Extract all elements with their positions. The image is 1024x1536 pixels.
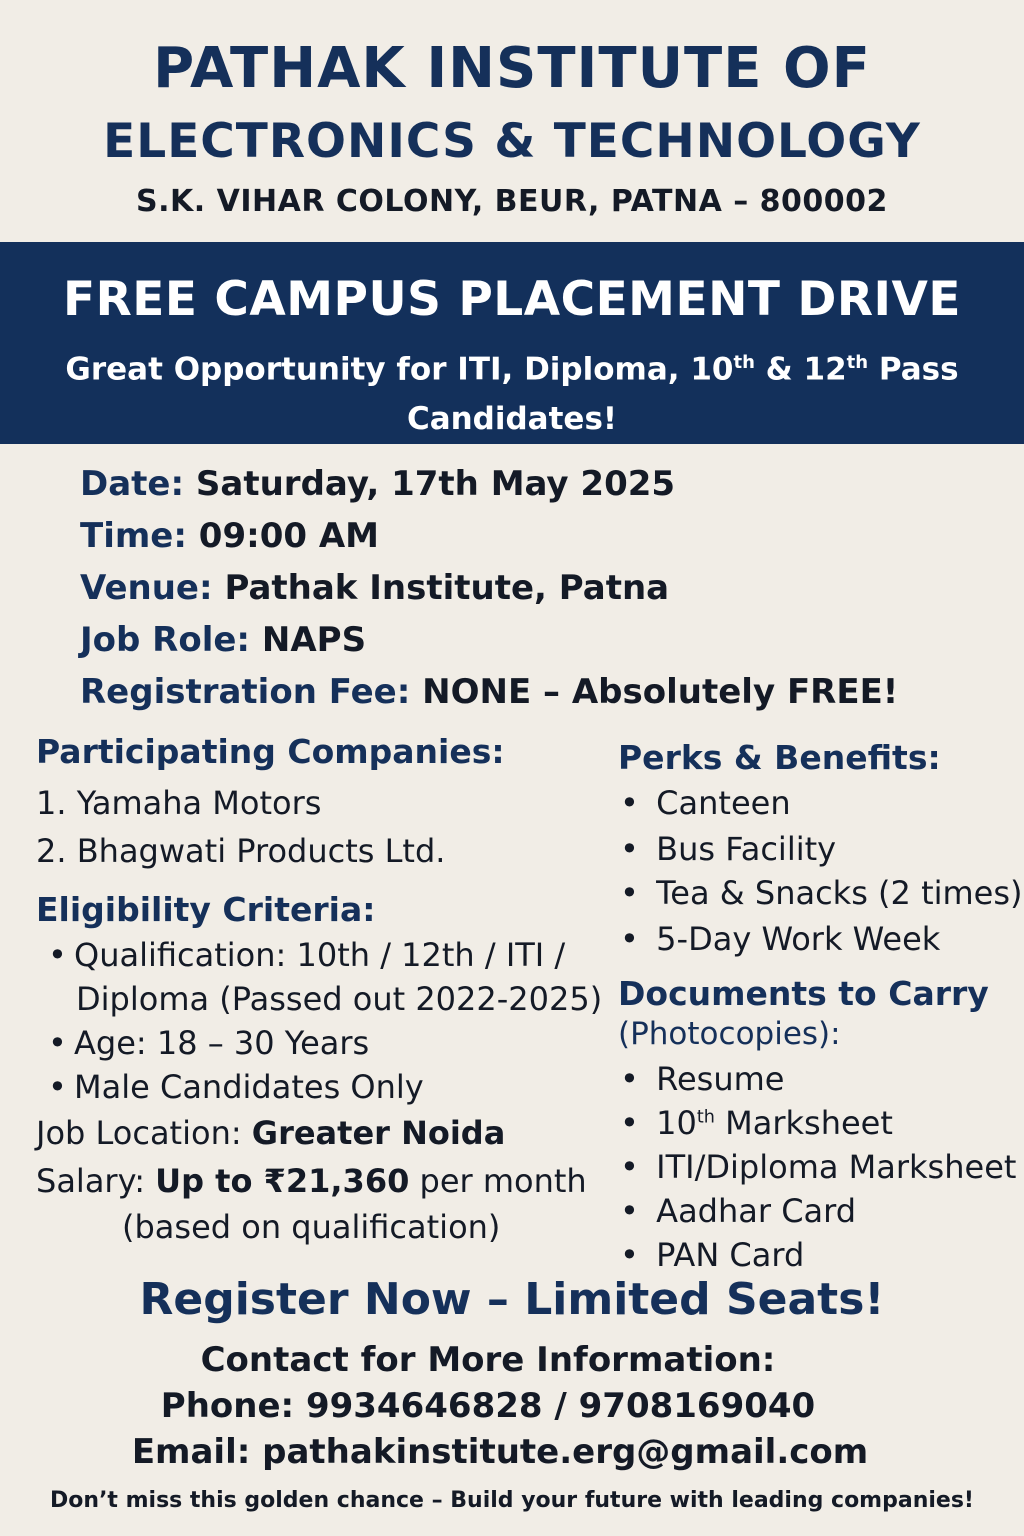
- institute-title-line1: PATHAK INSTITUTE OF: [153, 36, 871, 101]
- document-item: • 10th Marksheet: [620, 1104, 893, 1142]
- footer-tagline: Don’t miss this golden chance – Build your future with leading companies!: [50, 1488, 974, 1513]
- registration-fee: Registration Fee: NONE – Absolutely FREE!: [80, 672, 899, 712]
- event-date: Date: Saturday, 17th May 2025: [80, 464, 676, 504]
- institute-title-line2: ELECTRONICS & TECHNOLOGY: [103, 114, 921, 169]
- perk-item: • Bus Facility: [620, 830, 837, 868]
- perk-item: • Tea & Snacks (2 times): [620, 874, 1023, 912]
- company-item: 2. Bhagwati Products Ltd.: [36, 832, 446, 870]
- job-role: Job Role: NAPS: [80, 620, 367, 660]
- company-item: 1. Yamaha Motors: [36, 784, 322, 822]
- placement-banner: [0, 242, 1024, 444]
- banner-subtitle: Great Opportunity for ITI, Diploma, 10th & 12th Pass Candidates!: [65, 351, 959, 438]
- companies-heading: Participating Companies:: [36, 732, 505, 771]
- eligibility-qualification-cont: Diploma (Passed out 2022-2025): [76, 980, 603, 1018]
- contact-heading: Contact for More Information:: [200, 1340, 776, 1380]
- salary-note: (based on qualification): [122, 1208, 501, 1246]
- register-cta: Register Now – Limited Seats!: [139, 1274, 885, 1325]
- institute-address: S.K. VIHAR COLONY, BEUR, PATNA – 800002: [136, 184, 888, 219]
- perks-heading: Perks & Benefits:: [618, 738, 941, 777]
- documents-heading: Documents to Carry: [618, 974, 989, 1013]
- event-venue: Venue: Pathak Institute, Patna: [80, 568, 670, 608]
- contact-email: Email: pathakinstitute.erg@gmail.com: [131, 1432, 869, 1472]
- eligibility-age: • Age: 18 – 30 Years: [48, 1024, 370, 1062]
- contact-phone: Phone: 9934646828 / 9708169040: [160, 1386, 816, 1426]
- salary: Salary: Up to ₹21,360 per month: [36, 1162, 587, 1200]
- perk-item: • Canteen: [620, 784, 791, 822]
- document-item: • PAN Card: [620, 1236, 805, 1274]
- eligibility-gender: • Male Candidates Only: [48, 1068, 424, 1106]
- documents-subheading: (Photocopies):: [618, 1016, 841, 1052]
- eligibility-qualification: • Qualification: 10th / 12th / ITI /: [48, 936, 566, 974]
- banner-title: FREE CAMPUS PLACEMENT DRIVE: [62, 272, 961, 327]
- document-item: • ITI/Diploma Marksheet: [620, 1148, 1017, 1186]
- event-time: Time: 09:00 AM: [80, 516, 379, 556]
- eligibility-heading: Eligibility Criteria:: [36, 890, 376, 929]
- perk-item: • 5-Day Work Week: [620, 920, 941, 958]
- job-location: Job Location: Greater Noida: [36, 1114, 506, 1152]
- document-item: • Aadhar Card: [620, 1192, 857, 1230]
- document-item: • Resume: [620, 1060, 785, 1098]
